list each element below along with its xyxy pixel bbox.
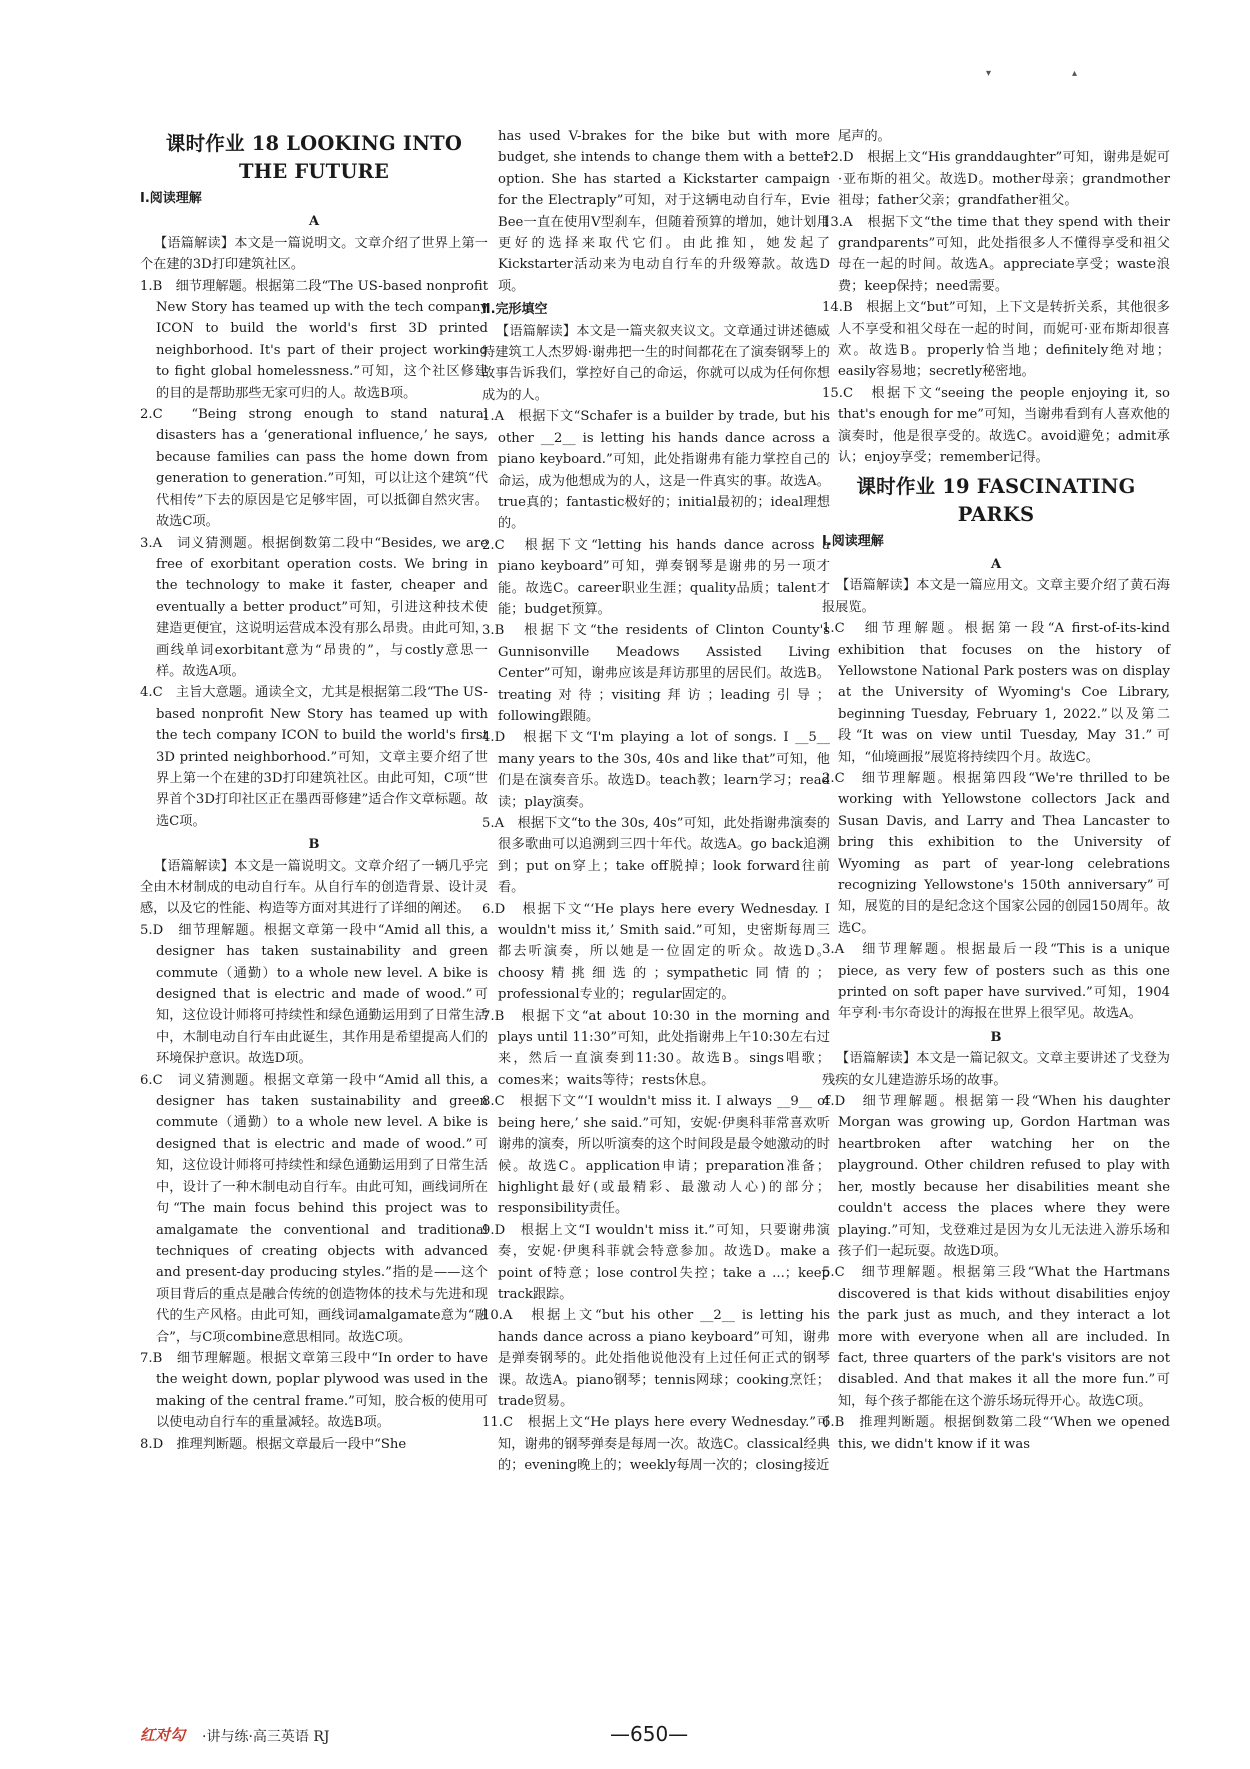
answer-item: 4.C 主旨大意题。通读全文，尤其是根据第二段“The US-based nonprofit New Story has teamed up with the tech company ICON to build the world's first 3D printed neighborhood.”可知，文章主要介绍了世界上第一个在建的3D打印建筑社区。由此可知，C项“世界首个3D打印社区正在墨西哥修建”适合作文章标题。故选C项。 — [140, 685, 488, 829]
answer-item: 1.A 根据下文“Schafer is a builder by trade, but his other __2__ is letting his hands dance across a piano keyboard.”可知，此处指谢弗有能力掌控自己的命运，成为他想成为的人，这是一件真实的事。故选A。true真的；fantastic极好的；initial最初的；ideal理想的。 — [482, 409, 830, 532]
passage-analysis-a: 【语篇解读】本文是一篇应用文。文章主要介绍了黄石海报展览。 — [822, 578, 1170, 615]
answer-item: 2.C “Being strong enough to stand natural disasters has a ‘generational influence,’ he says, because families can pass the home down from generation to generation.”可知，可以让这个建筑“代代相传”下去的原因是它足够牢固，可以抵御自然灾害。故选C项。 — [140, 407, 488, 530]
answer-item: 12.D 根据上文“His granddaughter”可知，谢弗是妮可·亚布斯的祖父。故选D。mother母亲；grandmother祖母；father父亲；grandfather祖父。 — [822, 150, 1170, 209]
corner-mark: ▾ — [986, 68, 992, 79]
answer-item: 6.D 根据下文“‘He plays here every Wednesday. I wouldn't miss it,’ Smith said.”可知，史密斯每周三都去听演奏，所以她是一位固定的听众。故选D。choosy精挑细选的；sympathetic同情的；professional专业的；regular固定的。 — [482, 901, 830, 1003]
answer-item: 6.B 推理判断题。根据倒数第二段“‘When we opened this, we didn't know if it was — [822, 1415, 1170, 1452]
part-a-heading: A — [990, 556, 1002, 572]
lesson-18-title: 课时作业 18 LOOKING INTO THE FUTURE — [165, 132, 463, 183]
column-middle — [482, 126, 830, 1477]
answer-item: 1.B 细节理解题。根据第二段“The US-based nonprofit New Story has teamed up with the tech company ICON to build the world's first 3D printed neighborhood. It's part of their project working to fight global homelessness.”可知，这个社区修建的目的是帮助那些无家可归的人。故选B项。 — [140, 278, 488, 401]
part-b-heading: B — [990, 1029, 1002, 1045]
answer-item: 6.C 词义猜测题。根据文章第一段中“Amid all this, a designer has taken sustainability and green commute（通勤）to a whole new level. A bike is designed that is electric and made of wood.”可知，这位设计师将可持续性和绿色通勤运用到了日常生活中，设计了一种木制电动自行车。由此可知，画线词所在句“The main focus behind this project was to amalgamate the conventional and traditional techniques of creating objects with advanced and present-day producing styles.”指的是——这个项目背后的重点是融合传统的创造物体的技术与先进和现代的生产风格。由此可知，画线词amalgamate意为“融合”，与C项combine意思相同。故选C项。 — [140, 1072, 488, 1345]
passage-analysis-a: 【语篇解读】本文是一篇说明文。文章介绍了世界上第一个在建的3D打印建筑社区。 — [140, 235, 488, 273]
answer-item: 3.A 细节理解题。根据最后一段“This is a unique piece, as very few of posters such as this one printed on soft paper have survived.”可知，1904年亨利·韦尔奇设计的海报在世界上很罕见。故选A。 — [822, 942, 1170, 1022]
section-reading: Ⅰ.阅读理解 — [140, 191, 202, 206]
answer-item: 2.C 根据下文“letting his hands dance across a piano keyboard”可知，弹奏钢琴是谢弗的另一项才能。故选C。career职业生涯；quality品质；talent才能；budget预算。 — [482, 537, 830, 617]
passage-analysis-b: 【语篇解读】本文是一篇说明文。文章介绍了一辆几乎完全由木材制成的电动自行车。从自行车的创造背景、设计灵感，以及它的性能、构造等方面对其进行了详细的阐述。 — [140, 858, 488, 917]
answer-item: 13.A 根据下文“the time that they spend with their grandparents”可知，此处指很多人不懂得享受和祖父母在一起的时间。故选A。appreciate享受；waste浪费；keep保持；need需要。 — [822, 214, 1170, 294]
answer-item: 7.B 根据下文“at about 10:30 in the morning and plays until 11:30”可知，此处指谢弗上午10:30左右过来，然后一直演奏到11:30。故选B。sings唱歌；comes来；waits等待；rests休息。 — [482, 1008, 830, 1088]
answer-item: 5.D 细节理解题。根据文章第一段中“Amid all this, a designer has taken sustainability and green commute（通勤）to a whole new level. A bike is designed that is electric and made of wood.”可知，这位设计师将可持续性和绿色通勤运用到了日常生活中，木制电动自行车由此诞生，其作用是希望提高人们的环境保护意识。故选D项。 — [140, 922, 488, 1067]
answer-item: 11.C 根据上文“He plays here every Wednesday.”可知，谢弗的钢琴弹奏是每周一次。故选C。classical经典的；evening晚上的；weekly每周一次的；closing接近 — [482, 1415, 830, 1474]
answer-item: 5.A 根据下文“to the 30s, 40s”可知，此处指谢弗演奏的很多歌曲可以追溯到三四十年代。故选A。go back追溯到；put on穿上；take off脱掉；look forward往前看。 — [482, 816, 830, 896]
column-right — [822, 126, 1170, 1455]
answer-item: 10.A 根据上文“but his other __2__ is letting his hands dance across a piano keyboard”可知，谢弗是弹奏钢琴的。此处指他说他没有上过任何正式的钢琴课。故选A。piano钢琴；tennis网球；cooking烹饪；trade贸易。 — [482, 1308, 830, 1409]
answer-item: 15.C 根据下文“seeing the people enjoying it, so that's enough for me”可知，当谢弗看到有人喜欢他的演奏时，他是很享受的。故选C。avoid避免；admit承认；enjoy享受；remember记得。 — [822, 385, 1170, 466]
answer-continuation: has used V-brakes for the bike but with more budget, she intends to change them with a better option. She has started a Kickstarter campaign for the Electraply”可知，对于这辆电动自行车，Evie Bee一直在使用V型刹车，但随着预算的增加，她计划用更好的选择来取代它们。由此推知，她发起了Kickstarter活动来为电动自行车的升级筹款。故选D项。 — [498, 129, 830, 294]
lesson-19-title: 课时作业 19 FASCINATING PARKS — [856, 474, 1136, 526]
answer-item: 3.B 根据下文“the residents of Clinton County's Gunnisonville Meadows Assisted Living Center”可知，谢弗应该是拜访那里的居民们。故选B。treating对待；visiting拜访；leading引导；following跟随。 — [482, 623, 830, 724]
corner-mark: ▴ — [1072, 68, 1078, 79]
section-reading: Ⅰ.阅读理解 — [822, 533, 884, 549]
answer-item: 5.C 细节理解题。根据第三段“What the Hartmans discovered is that kids without disabilities enjoy the park just as much, and they interact a lot more with everyone when all are included. In fact, three quarters of the park's visitors are not disabled. And that makes it all the more fun.”可知，每个孩子都能在这个游乐场玩得开心。故选C项。 — [822, 1265, 1170, 1409]
passage-analysis-b: 【语篇解读】本文是一篇记叙文。文章主要讲述了戈登为残疾的女儿建造游乐场的故事。 — [822, 1051, 1170, 1088]
part-b-heading: B — [308, 837, 320, 853]
answer-item: 1.C 细节理解题。根据第一段“A first-of-its-kind exhibition that focuses on the history of Yellowstone National Park posters was on display at the University of Wyoming's Coe Library, beginning Tuesday, February 1, 2022.”以及第二段“It was on view until Tuesday, May 31.”可知，“仙境画报”展览将持续四个月。故选C。 — [822, 621, 1170, 765]
part-a-heading: A — [308, 214, 320, 230]
answer-item: 8.C 根据下文“‘I wouldn't miss it. I always __9__ of being here,’ she said.”可知，安妮·伊奥科菲常喜欢听谢弗的演奏，所以听演奏的这个时间段是最令她激动的时候。故选C。application申请；preparation准备；highlight最好(或最精彩、最激动人心)的部分；responsibility责任。 — [482, 1094, 830, 1217]
brand-logo: 红对勾 — [140, 1726, 186, 1744]
answer-item: 3.A 词义猜测题。根据倒数第二段中“Besides, we are free of exorbitant operation costs. We bring in the technology to make it faster, cheaper and eventually a better product”可知，引进这种技术使建造更便宜，这说明运营成本没有那么昂贵。由此可知，画线单词exorbitant意为“昂贵的”，与costly意思一样。故选A项。 — [140, 535, 488, 679]
answer-item: 9.D 根据上文“I wouldn't miss it.”可知，只要谢弗演奏，安妮·伊奥科菲就会特意参加。故选D。make a point of特意；lose control失控；take a ...；keep track跟踪。 — [482, 1222, 830, 1302]
answer-item: 4.D 根据下文“I'm playing a lot of songs. I __5__ many years to the 30s, 40s and like that”可知，他们是在演奏音乐。故选D。teach教；learn学习；read读；play演奏。 — [482, 730, 830, 810]
page-number: —650— — [610, 1722, 689, 1746]
answer-item: 7.B 细节理解题。根据文章第三段中“In order to have the weight down, poplar plywood was used in the making of the central frame.”可知，胶合板的使用可以使电动自行车的重量减轻。故选B项。 — [140, 1350, 488, 1431]
series-title: ·讲与练·高三英语 RJ — [202, 1729, 330, 1745]
answer-item: 8.D 推理判断题。根据文章最后一段中“She — [140, 1436, 407, 1452]
passage-analysis-cloze: 【语篇解读】本文是一篇夹叙夹议文。文章通过讲述德威特建筑工人杰罗姆·谢弗把一生的时间都花在了演奏钢琴上的故事告诉我们，掌控好自己的命运，你就可以成为任何你想成为的人。 — [482, 323, 830, 403]
section-cloze: Ⅱ.完形填空 — [482, 302, 548, 318]
answer-continuation: 尾声的。 — [838, 129, 891, 144]
page-footer — [140, 1722, 1170, 1752]
answer-item: 4.D 细节理解题。根据第一段“When his daughter Morgan was growing up, Gordon Hartman was heartbroken after watching her on the playground. Other children refused to play with her, mostly because her disabilities meant she couldn't access the places where they were playing.”可知，戈登难过是因为女儿无法进入游乐场和孩子们一起玩耍。故选D项。 — [822, 1094, 1170, 1259]
answer-item: 14.B 根据上文“but”可知，上下文是转折关系，其他很多人不享受和祖父母在一起的时间，而妮可·亚布斯却很喜欢。故选B。properly恰当地；definitely绝对地；easily容易地；secretly秘密地。 — [822, 300, 1170, 380]
answer-item: 2.C 细节理解题。根据第四段“We're thrilled to be working with Yellowstone collectors Jack and Susan Davis, and Larry and Thea Lancaster to bring this exhibition to the University of Wyoming as part of year-long celebrations recognizing Yellowstone's 150th anniversary”可知，展览的目的是纪念这个国家公园的创园150周年。故选C。 — [822, 770, 1170, 936]
column-left — [140, 126, 488, 1455]
